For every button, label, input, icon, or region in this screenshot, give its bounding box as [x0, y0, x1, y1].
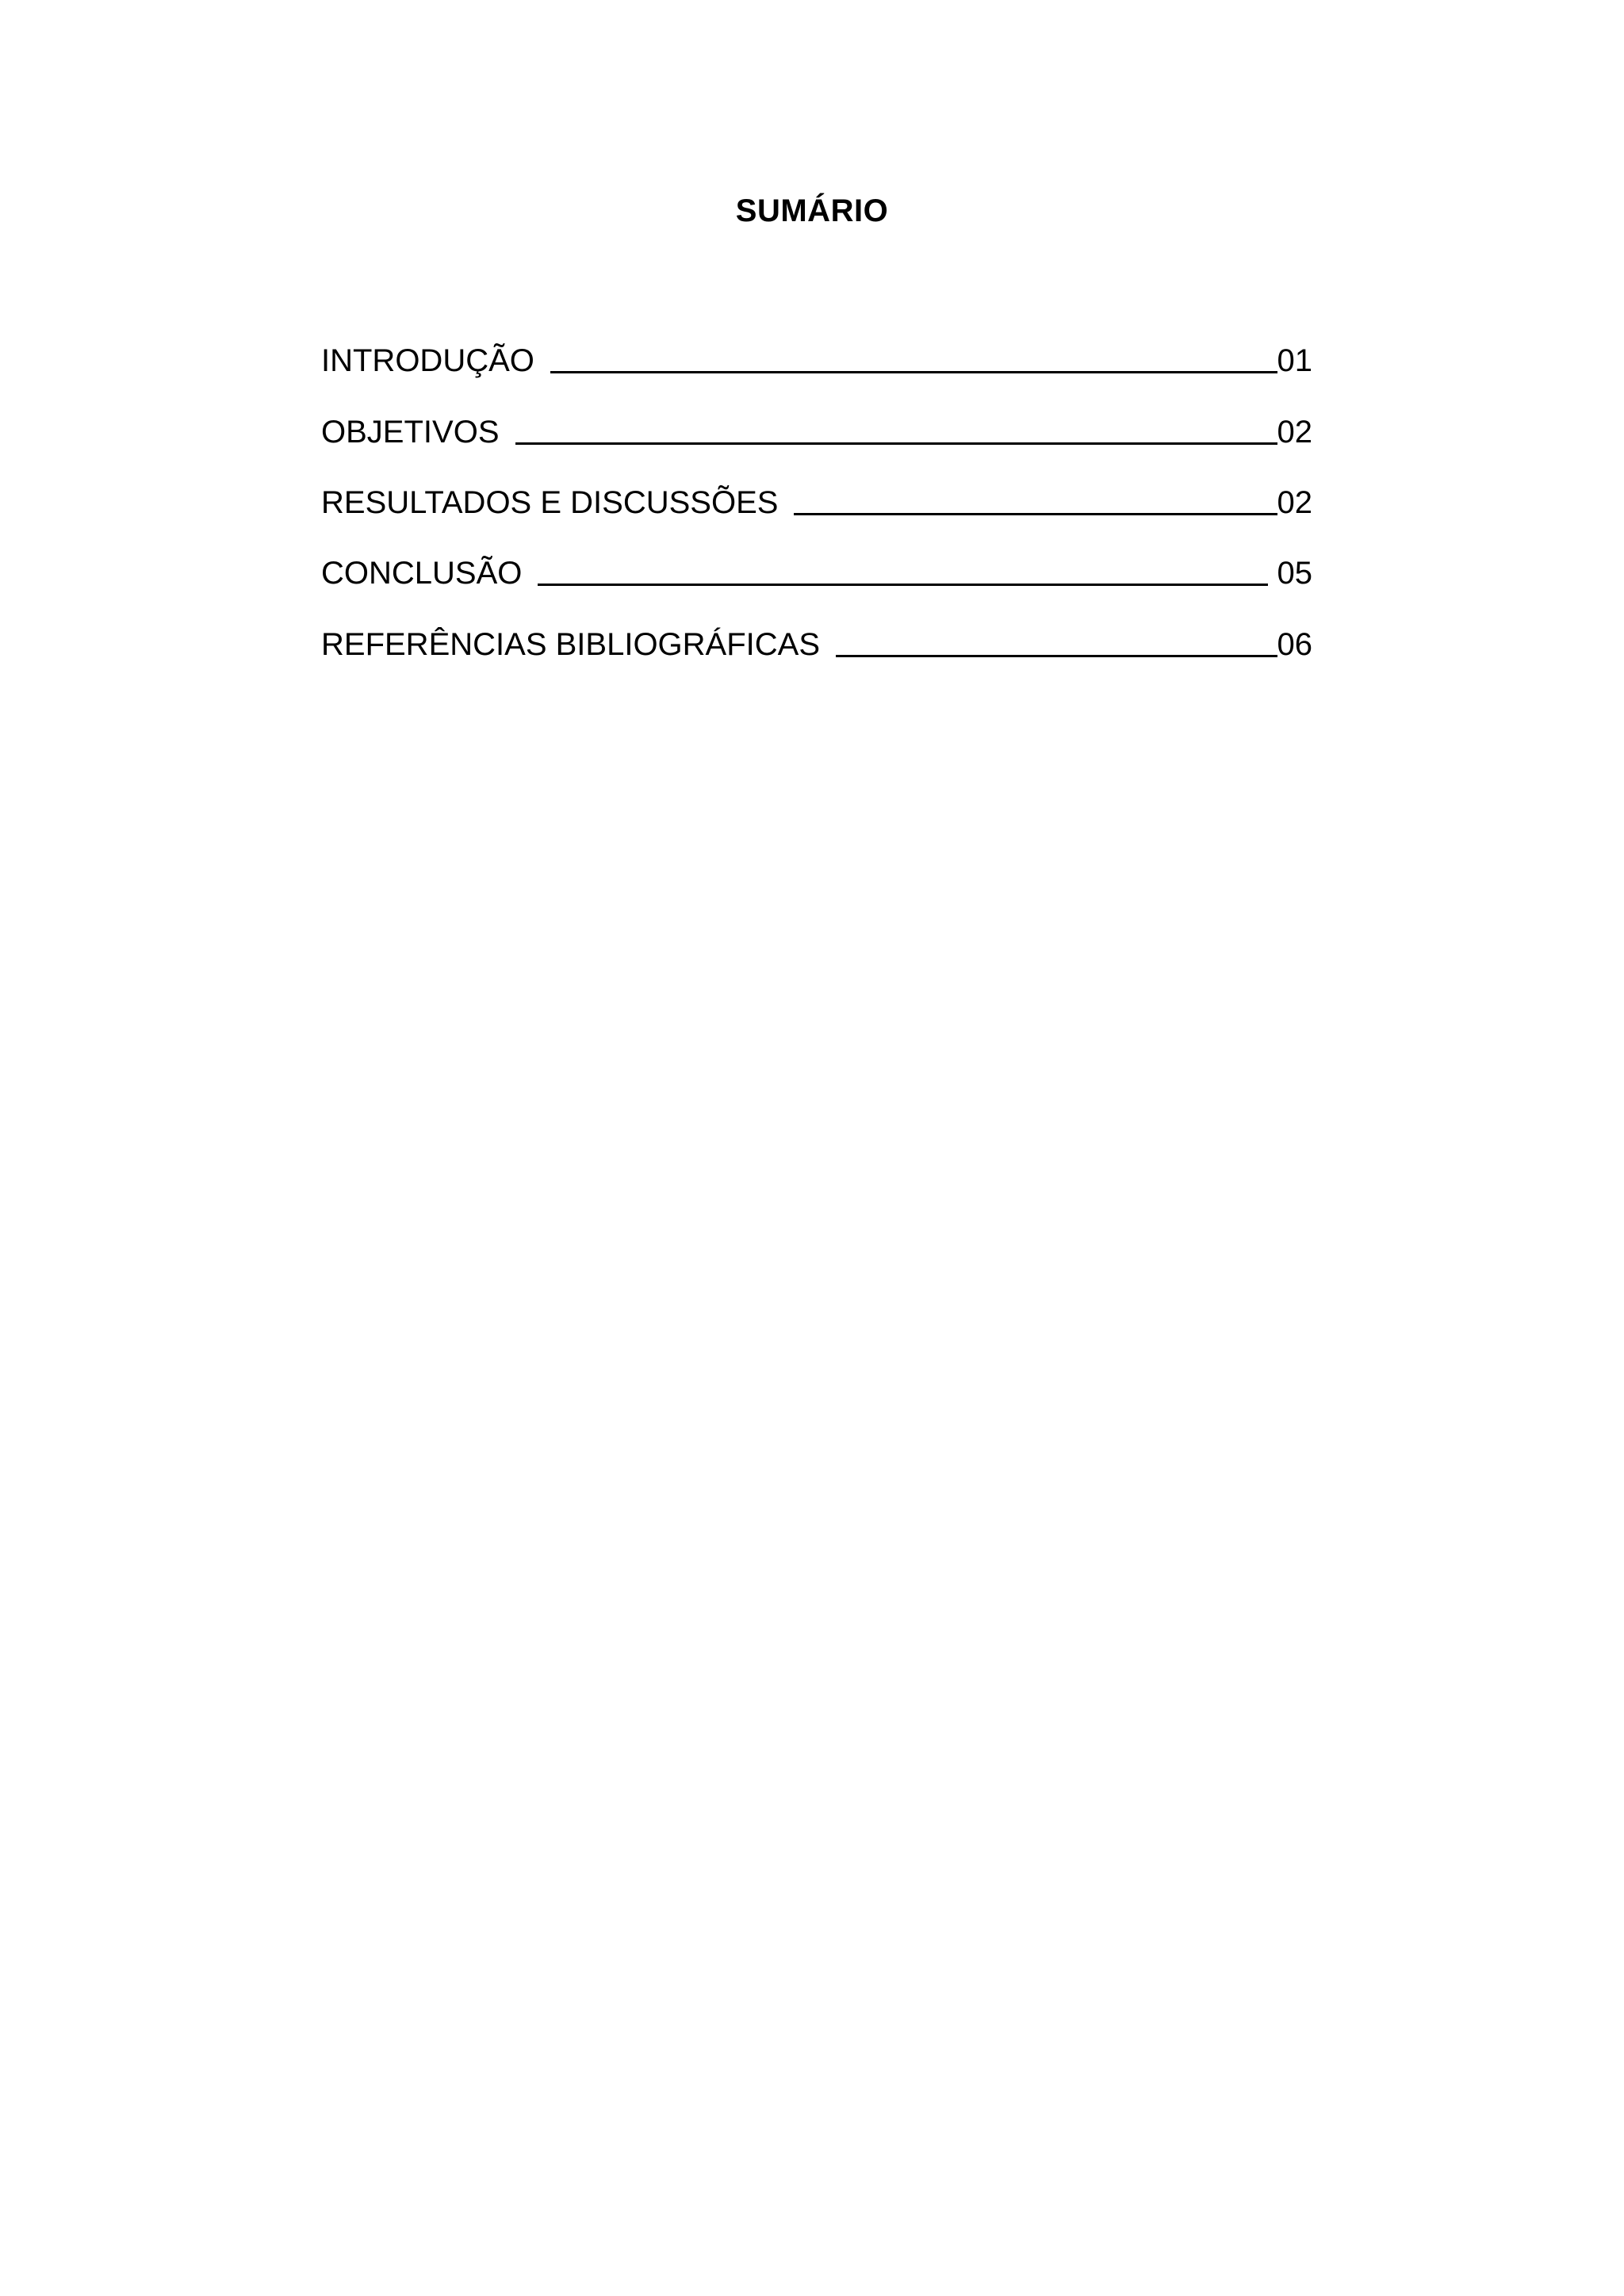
toc-entry-referencias-bibliograficas[interactable]	[321, 617, 1312, 664]
toc-entry-label: INTRODUÇÃO	[321, 343, 534, 378]
toc-leader-line	[538, 584, 1267, 586]
toc-entry-objetivos[interactable]	[321, 404, 1312, 452]
toc-entry-page-number: 01	[1277, 343, 1312, 378]
page-title: SUMÁRIO	[735, 193, 889, 228]
toc-entry-page-number: 06	[1277, 627, 1312, 662]
toc-entry-introducao[interactable]	[321, 333, 1312, 381]
toc-entry-conclusao[interactable]	[321, 545, 1312, 593]
toc-entry-label: OBJETIVOS	[321, 415, 500, 450]
toc-leader-line	[515, 442, 1277, 445]
toc-entry-page-number: 02	[1277, 415, 1312, 450]
toc-entry-page-number: 02	[1277, 485, 1312, 520]
toc-entry-resultados-e-discussoes[interactable]	[321, 475, 1312, 522]
toc-entry-label: RESULTADOS E DISCUSSÕES	[321, 485, 779, 520]
toc-leader-line	[836, 655, 1277, 657]
toc-leader-line	[550, 371, 1277, 373]
toc-entry-label: CONCLUSÃO	[321, 556, 523, 591]
toc-entry-page-number: 05	[1277, 556, 1312, 591]
toc-entry-label: REFERÊNCIAS BIBLIOGRÁFICAS	[321, 627, 821, 662]
toc-leader-line	[794, 513, 1277, 515]
